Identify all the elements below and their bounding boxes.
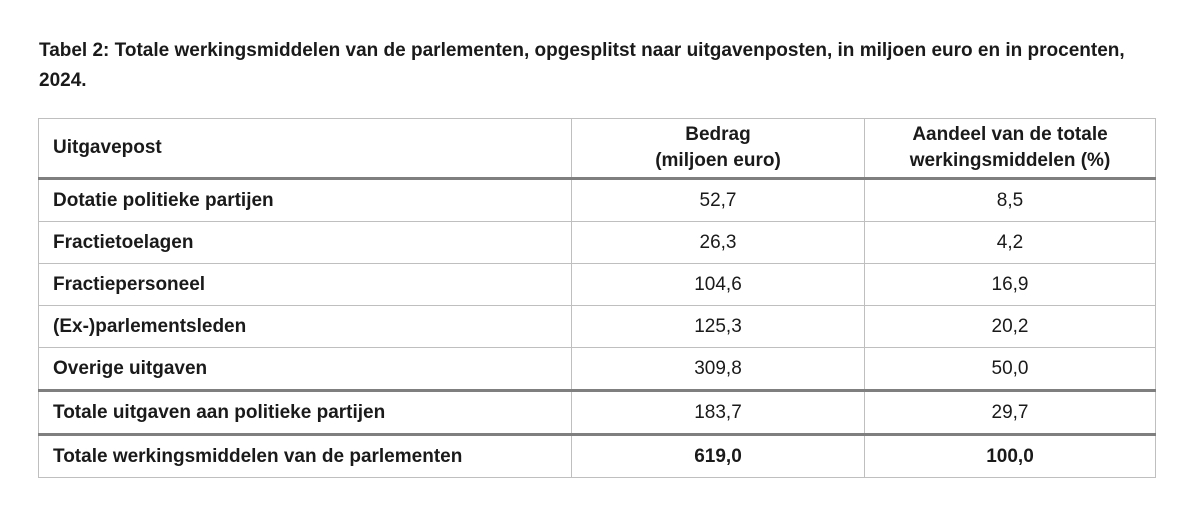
table-header-row	[39, 119, 1156, 179]
table-row	[39, 348, 1156, 391]
row-label: (Ex-)parlementsleden	[39, 306, 572, 348]
subtotal-amount: 183,7	[572, 391, 865, 435]
row-amount: 52,7	[572, 179, 865, 222]
row-amount: 125,3	[572, 306, 865, 348]
row-share: 16,9	[865, 264, 1156, 306]
table-row	[39, 306, 1156, 348]
header-amount	[572, 119, 865, 179]
header-share-line2: werkingsmiddelen (%)	[909, 150, 1111, 171]
header-share	[865, 119, 1156, 179]
table-row	[39, 264, 1156, 306]
header-item-label: Uitgavepost	[53, 137, 162, 158]
row-label: Fractietoelagen	[39, 222, 572, 264]
row-label: Dotatie politieke partijen	[39, 179, 572, 222]
table-row	[39, 222, 1156, 264]
row-amount: 104,6	[572, 264, 865, 306]
expenditure-table	[38, 118, 1156, 478]
header-share-line1: Aandeel van de totale	[912, 124, 1108, 145]
row-amount: 26,3	[572, 222, 865, 264]
total-row	[39, 435, 1156, 478]
row-share: 50,0	[865, 348, 1156, 391]
row-share: 4,2	[865, 222, 1156, 264]
table-row	[39, 179, 1156, 222]
table-caption: Tabel 2: Totale werkingsmiddelen van de parlementen, opgesplitst naar uitgavenposten, in miljoen euro en in procenten, 2024.	[39, 40, 1125, 91]
total-amount: 619,0	[572, 435, 865, 478]
subtotal-row	[39, 391, 1156, 435]
total-label: Totale werkingsmiddelen van de parlementen	[39, 435, 572, 478]
header-item	[39, 119, 572, 179]
total-share: 100,0	[865, 435, 1156, 478]
header-amount-line2: (miljoen euro)	[655, 150, 781, 171]
header-amount-line1: Bedrag	[685, 124, 751, 145]
row-label: Overige uitgaven	[39, 348, 572, 391]
row-share: 20,2	[865, 306, 1156, 348]
row-share: 8,5	[865, 179, 1156, 222]
row-amount: 309,8	[572, 348, 865, 391]
subtotal-label: Totale uitgaven aan politieke partijen	[39, 391, 572, 435]
subtotal-share: 29,7	[865, 391, 1156, 435]
row-label: Fractiepersoneel	[39, 264, 572, 306]
